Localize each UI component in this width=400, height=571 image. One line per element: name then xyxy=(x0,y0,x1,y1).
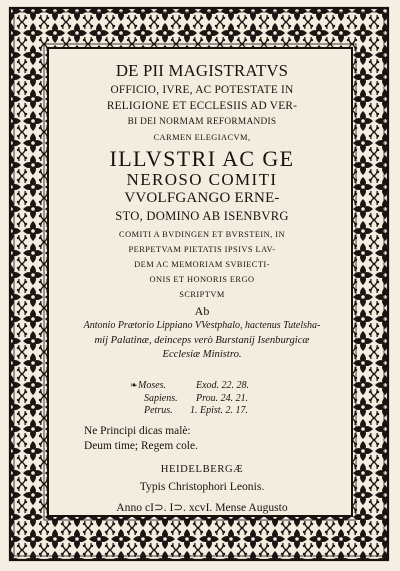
author-line-3: Ecclesiæ Ministro. xyxy=(162,349,242,360)
author-line-1: Antonio Prætorio Lippiano VVestphalo, hactenus Tutelsha- xyxy=(83,320,321,331)
verse-row xyxy=(138,393,298,406)
motto-line-2: Deum time; Regem cole. xyxy=(84,440,198,452)
title-line-2: OFFICIO, IVRE, AC POTESTATE IN xyxy=(110,84,294,96)
dedication-line-9: SCRIPTVM xyxy=(179,290,225,299)
author-line-2: mij Palatinæ, deinceps verò Burstanij Isenburgicæ xyxy=(94,335,310,346)
dedication-line-6: PERPETVAM PIETATIS IPSIVS LAV- xyxy=(128,245,276,254)
verse-ref: Exod. 22. 28. xyxy=(196,380,250,391)
verse-ref: Prou. 24. 21. xyxy=(196,392,249,404)
title-page-text xyxy=(52,55,352,555)
verse-book: Petrus. xyxy=(144,405,173,416)
verse-book: Sapiens. xyxy=(144,392,178,404)
dedication-line-3: VVOLFGANGO ERNE- xyxy=(124,190,280,206)
dedication-line-2: NEROSO COMITI xyxy=(126,170,278,189)
dedication-line-1: ILLVSTRI AC GE xyxy=(109,146,295,171)
title-line-1: DE PII MAGISTRATVS xyxy=(115,61,289,80)
dedication-line-7: DEM AC MEMORIAM SVBIECTI- xyxy=(134,260,270,269)
verse-row: ❧ Moses. Exod. 22. 28. xyxy=(130,380,250,391)
author-ab: Ab xyxy=(194,304,210,318)
dedication-line-4: STO, DOMINO AB ISENBVRG xyxy=(115,209,289,223)
title-line-4: BI DEI NORMAM REFORMANDIS xyxy=(127,117,277,127)
title-line-3: RELIGIONE ET ECCLESIIS AD VER- xyxy=(106,100,298,112)
title-line-5: CARMEN ELEGIACVM, xyxy=(153,133,251,142)
motto-line-1: Ne Principi dicas malè: xyxy=(84,425,191,437)
scripture-references xyxy=(130,380,298,418)
dedication-line-5: COMITI A BVDINGEN ET BVRSTEIN, IN xyxy=(119,230,285,239)
imprint-printer: Typis Christophori Leonis. xyxy=(139,480,265,493)
verse-ref: 1. Epist. 2. 17. xyxy=(190,405,249,416)
imprint-city: HEIDELBERGÆ xyxy=(160,464,244,475)
dedication-line-8: ONIS ET HONORIS ERGO xyxy=(149,275,255,284)
verse-row xyxy=(138,405,298,418)
imprint-date: Anno cI⊃. I⊃. xcvI. Mense Augusto xyxy=(116,501,288,514)
verse-book: Moses. xyxy=(138,380,167,391)
